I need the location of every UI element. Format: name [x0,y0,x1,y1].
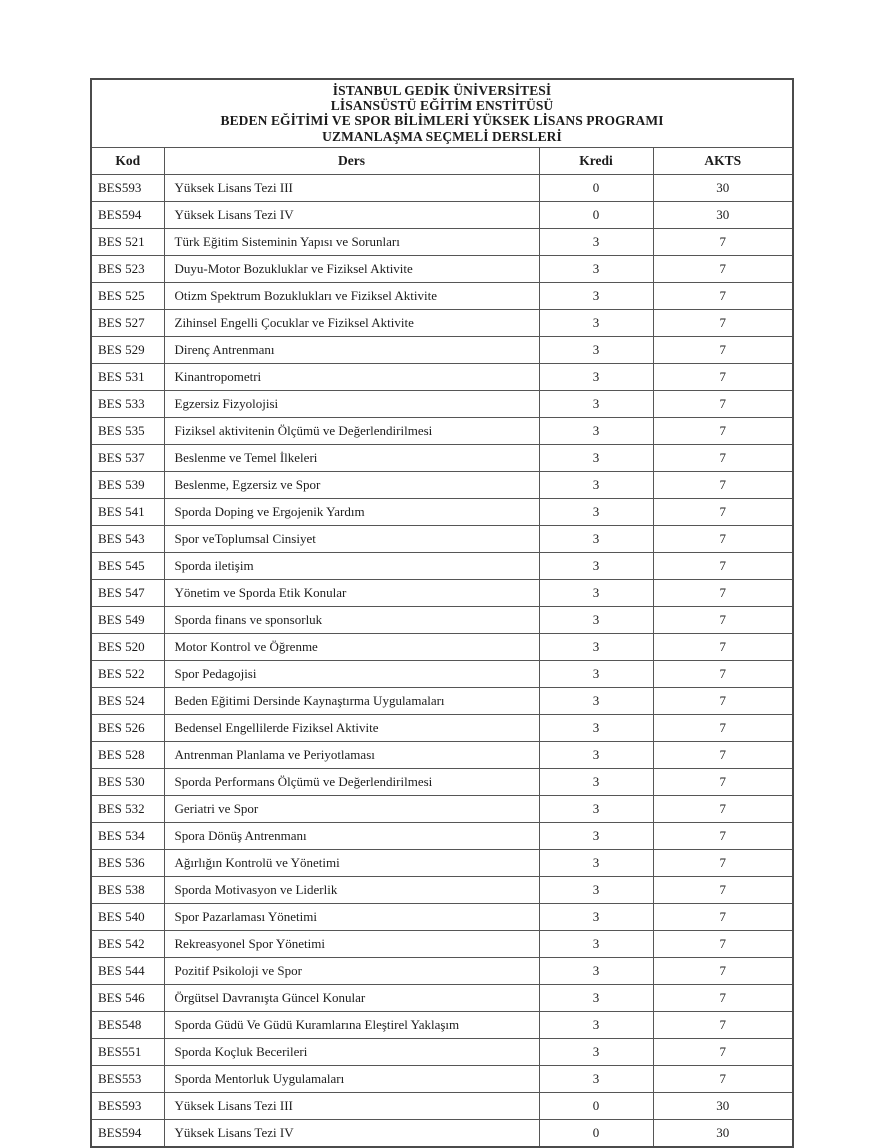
course-akts: 7 [653,876,793,903]
course-credit: 3 [539,633,653,660]
course-name: Sporda Mentorluk Uygulamaları [164,1065,539,1092]
table-row [91,1011,793,1038]
course-name: Antrenman Planlama ve Periyotlaması [164,741,539,768]
title-line-section: UZMANLAŞMA SEÇMELİ DERSLERİ [322,128,562,144]
table-row [91,228,793,255]
course-code: BES 545 [91,552,164,579]
course-name: Sporda Motivasyon ve Liderlik [164,876,539,903]
course-name: Egzersiz Fizyolojisi [164,390,539,417]
course-akts: 7 [653,309,793,336]
table-row [91,498,793,525]
course-name: Otizm Spektrum Bozuklukları ve Fiziksel Aktivite [164,282,539,309]
course-name: Sporda Performans Ölçümü ve Değerlendirilmesi [164,768,539,795]
course-name: Beslenme ve Temel İlkeleri [164,444,539,471]
course-name: Yüksek Lisans Tezi IV [164,201,539,228]
course-code: BES 539 [91,471,164,498]
table-row [91,471,793,498]
course-code: BES 525 [91,282,164,309]
table-row [91,444,793,471]
course-akts: 7 [653,957,793,984]
course-akts: 7 [653,444,793,471]
document-title-block [91,79,793,147]
column-header-kredi: Kredi [539,147,653,174]
table-row [91,714,793,741]
course-code: BES 549 [91,606,164,633]
table-row [91,417,793,444]
course-name: Duyu-Motor Bozukluklar ve Fiziksel Aktivite [164,255,539,282]
table-row [91,930,793,957]
course-akts: 7 [653,417,793,444]
table-row [91,687,793,714]
course-name: Örgütsel Davranışta Güncel Konular [164,984,539,1011]
course-code: BES 535 [91,417,164,444]
course-credit: 3 [539,660,653,687]
course-table [90,78,794,1148]
course-table-body [91,174,793,1147]
course-code: BES 541 [91,498,164,525]
course-code: BES 524 [91,687,164,714]
course-akts: 7 [653,552,793,579]
course-akts: 30 [653,1119,793,1147]
course-credit: 3 [539,363,653,390]
course-credit: 3 [539,822,653,849]
table-row [91,579,793,606]
course-name: Beslenme, Egzersiz ve Spor [164,471,539,498]
course-credit: 3 [539,1038,653,1065]
course-code: BES551 [91,1038,164,1065]
course-akts: 7 [653,525,793,552]
course-credit: 3 [539,282,653,309]
course-name: Sporda Güdü Ve Güdü Kuramlarına Eleştirel Yaklaşım [164,1011,539,1038]
course-akts: 7 [653,390,793,417]
course-name: Spora Dönüş Antrenmanı [164,822,539,849]
course-name: Spor Pazarlaması Yönetimi [164,903,539,930]
course-credit: 3 [539,552,653,579]
title-line-institute: LİSANSÜSTÜ EĞİTİM ENSTİTÜSÜ [330,98,554,114]
course-name: Yüksek Lisans Tezi III [164,1092,539,1119]
table-row [91,1119,793,1147]
course-credit: 3 [539,498,653,525]
course-credit: 3 [539,795,653,822]
table-row [91,336,793,363]
table-row [91,984,793,1011]
course-code: BES593 [91,174,164,201]
course-akts: 7 [653,660,793,687]
table-row [91,309,793,336]
table-row [91,957,793,984]
course-code: BES 542 [91,930,164,957]
table-row [91,1038,793,1065]
course-akts: 7 [653,1038,793,1065]
column-header-kod: Kod [91,147,164,174]
table-row [91,876,793,903]
course-code: BES 523 [91,255,164,282]
course-name: Spor veToplumsal Cinsiyet [164,525,539,552]
course-code: BES 534 [91,822,164,849]
course-name: Motor Kontrol ve Öğrenme [164,633,539,660]
course-code: BES 544 [91,957,164,984]
course-akts: 7 [653,984,793,1011]
course-name: Kinantropometri [164,363,539,390]
course-akts: 7 [653,336,793,363]
course-credit: 3 [539,1011,653,1038]
course-credit: 3 [539,930,653,957]
course-akts: 7 [653,687,793,714]
course-akts: 7 [653,498,793,525]
table-row [91,1065,793,1092]
course-name: Sporda finans ve sponsorluk [164,606,539,633]
table-row [91,795,793,822]
course-akts: 30 [653,201,793,228]
course-credit: 3 [539,714,653,741]
course-akts: 7 [653,579,793,606]
course-code: BES 533 [91,390,164,417]
course-code: BES 547 [91,579,164,606]
course-name: Yüksek Lisans Tezi IV [164,1119,539,1147]
course-credit: 3 [539,903,653,930]
course-credit: 3 [539,579,653,606]
course-code: BES 520 [91,633,164,660]
course-akts: 7 [653,795,793,822]
course-credit: 3 [539,417,653,444]
course-credit: 3 [539,525,653,552]
table-row [91,1092,793,1119]
course-credit: 0 [539,1092,653,1119]
course-name: Zihinsel Engelli Çocuklar ve Fiziksel Aktivite [164,309,539,336]
course-code: BES 522 [91,660,164,687]
course-akts: 7 [653,228,793,255]
course-name: Direnç Antrenmanı [164,336,539,363]
course-akts: 7 [653,1011,793,1038]
course-credit: 0 [539,1119,653,1147]
course-code: BES 532 [91,795,164,822]
course-credit: 3 [539,255,653,282]
table-row [91,660,793,687]
table-row [91,822,793,849]
title-line-university: İSTANBUL GEDİK ÜNİVERSİTESİ [332,83,552,98]
course-name: Sporda Koçluk Becerileri [164,1038,539,1065]
course-credit: 3 [539,741,653,768]
course-name: Beden Eğitimi Dersinde Kaynaştırma Uygulamaları [164,687,539,714]
course-code: BES 538 [91,876,164,903]
table-row [91,255,793,282]
table-row [91,363,793,390]
course-credit: 3 [539,390,653,417]
table-header-row [91,147,793,174]
title-line-program: BEDEN EĞİTİMİ VE SPOR BİLİMLERİ YÜKSEK LİSANS PROGRAMI [220,113,664,129]
table-row [91,525,793,552]
table-row [91,390,793,417]
course-name: Türk Eğitim Sisteminin Yapısı ve Sorunları [164,228,539,255]
course-name: Ağırlığın Kontrolü ve Yönetimi [164,849,539,876]
course-credit: 3 [539,1065,653,1092]
course-code: BES548 [91,1011,164,1038]
course-code: BES 543 [91,525,164,552]
table-row [91,741,793,768]
course-credit: 3 [539,768,653,795]
course-code: BES594 [91,1119,164,1147]
course-code: BES 530 [91,768,164,795]
course-credit: 0 [539,174,653,201]
course-akts: 7 [653,849,793,876]
table-row [91,174,793,201]
course-akts: 7 [653,930,793,957]
table-row [91,201,793,228]
course-name: Sporda Doping ve Ergojenik Yardım [164,498,539,525]
course-credit: 3 [539,984,653,1011]
course-name: Rekreasyonel Spor Yönetimi [164,930,539,957]
column-header-ders: Ders [164,147,539,174]
course-code: BES593 [91,1092,164,1119]
table-row [91,768,793,795]
course-akts: 7 [653,714,793,741]
course-credit: 3 [539,687,653,714]
course-name: Spor Pedagojisi [164,660,539,687]
course-akts: 7 [653,768,793,795]
course-credit: 3 [539,876,653,903]
course-code: BES 529 [91,336,164,363]
course-credit: 3 [539,228,653,255]
table-title-row [91,79,793,147]
course-akts: 7 [653,255,793,282]
course-code: BES594 [91,201,164,228]
course-credit: 3 [539,849,653,876]
course-name: Yönetim ve Sporda Etik Konular [164,579,539,606]
course-akts: 7 [653,633,793,660]
course-code: BES553 [91,1065,164,1092]
course-akts: 7 [653,363,793,390]
course-code: BES 521 [91,228,164,255]
course-code: BES 536 [91,849,164,876]
table-row [91,903,793,930]
table-row [91,633,793,660]
course-akts: 30 [653,1092,793,1119]
course-code: BES 528 [91,741,164,768]
course-code: BES 526 [91,714,164,741]
course-name: Sporda iletişim [164,552,539,579]
course-credit: 3 [539,309,653,336]
course-code: BES 540 [91,903,164,930]
course-code: BES 531 [91,363,164,390]
course-akts: 7 [653,471,793,498]
course-code: BES 537 [91,444,164,471]
course-akts: 7 [653,1065,793,1092]
course-akts: 7 [653,606,793,633]
course-credit: 3 [539,336,653,363]
course-akts: 7 [653,903,793,930]
table-row [91,282,793,309]
course-name: Fiziksel aktivitenin Ölçümü ve Değerlendirilmesi [164,417,539,444]
course-akts: 7 [653,741,793,768]
course-akts: 7 [653,822,793,849]
course-code: BES 527 [91,309,164,336]
course-credit: 3 [539,606,653,633]
course-credit: 0 [539,201,653,228]
table-row [91,552,793,579]
course-code: BES 546 [91,984,164,1011]
course-credit: 3 [539,471,653,498]
table-row [91,606,793,633]
column-header-akts: AKTS [653,147,793,174]
course-credit: 3 [539,957,653,984]
course-akts: 7 [653,282,793,309]
course-name: Geriatri ve Spor [164,795,539,822]
course-name: Bedensel Engellilerde Fiziksel Aktivite [164,714,539,741]
course-name: Pozitif Psikoloji ve Spor [164,957,539,984]
course-credit: 3 [539,444,653,471]
course-akts: 30 [653,174,793,201]
table-row [91,849,793,876]
course-name: Yüksek Lisans Tezi III [164,174,539,201]
